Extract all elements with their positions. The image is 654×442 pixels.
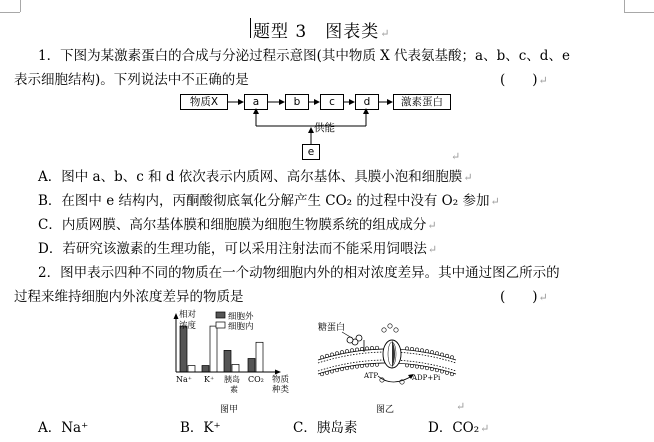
flow-energy-label: 供能 xyxy=(314,122,335,134)
lipid-head xyxy=(450,356,453,359)
lipid-head xyxy=(445,371,448,374)
lipid-head xyxy=(355,365,358,368)
q2-stem-line2: 过程来维持细胞内外浓度差异的物质是 xyxy=(14,289,244,305)
q2-stem-line1: 2．图甲表示四种不同的物质在一个动物细胞内外的相对浓度差异。其中通过图乙所示的 xyxy=(38,265,560,281)
page-title: 题型 3 图表类↵ xyxy=(253,22,391,42)
q2-option-c: C．胰岛素 xyxy=(293,420,358,436)
lipid-head xyxy=(340,368,343,371)
figure-paragraph-mark: ↵ xyxy=(456,400,466,413)
lipid-head xyxy=(375,363,378,366)
lipid-head xyxy=(435,352,438,355)
y-axis-label-line2: 浓度 xyxy=(179,321,197,331)
lipid-head xyxy=(345,367,348,370)
bar-inside-3 xyxy=(256,342,263,372)
q1-answer-paren: ( )↵ xyxy=(500,72,548,88)
lipid-head xyxy=(330,353,333,356)
lipid-head xyxy=(420,366,423,369)
tick-label-k: K⁺ xyxy=(204,375,215,384)
bar-inside-0 xyxy=(188,366,195,372)
lipid-head xyxy=(375,346,378,349)
flow-arrows xyxy=(170,88,470,168)
flow-paragraph-mark: ↵ xyxy=(451,150,461,163)
lipid-head xyxy=(360,364,363,367)
figure-jia-chart xyxy=(168,306,308,416)
lipid-head xyxy=(410,347,413,350)
page-corner-mark-left xyxy=(20,0,21,12)
lipid-head xyxy=(325,354,328,357)
q1-option-a: A．图中 a、b、c 和 d 依次表示内质网、高尔基体、具膜小泡和细胞膜↵ xyxy=(38,169,473,185)
carrier-protein xyxy=(383,340,401,368)
lipid-head xyxy=(335,369,338,372)
lipid-head xyxy=(325,371,328,374)
legend-swatch-inside xyxy=(216,322,225,328)
figure-jia-caption: 图甲 xyxy=(220,405,239,415)
lipid-head xyxy=(335,352,338,355)
figure-yi-diagram xyxy=(312,316,462,416)
lipid-head xyxy=(340,351,343,354)
tick-label-na: Na⁺ xyxy=(176,375,192,384)
q1-option-c: C．内质网膜、高尔基体膜和细胞膜为细胞生物膜系统的组成成分↵ xyxy=(38,217,437,233)
q2-answer-paren: ( )↵ xyxy=(500,289,548,305)
page-corner-mark-right xyxy=(624,0,625,12)
figure-yi-caption: 图乙 xyxy=(376,405,395,415)
lipid-head xyxy=(405,364,408,367)
lipid-head xyxy=(425,350,428,353)
x-axis-label-line1: 物质 xyxy=(272,375,290,385)
flow-box-e: e xyxy=(302,144,320,160)
lipid-head xyxy=(430,351,433,354)
bar-outside-0 xyxy=(180,326,187,372)
lipid-head xyxy=(440,353,443,356)
q2-option-a: A．Na⁺ xyxy=(38,420,89,436)
flow-box-c: c xyxy=(320,94,344,110)
y-axis-label-line1: 相对 xyxy=(179,310,197,320)
q1-stem-line2: 表示细胞结构)。下列说法中不正确的是 xyxy=(14,72,249,88)
lipid-head xyxy=(415,365,418,368)
lipid-head xyxy=(450,373,453,376)
adp-label: ADP+Pi xyxy=(412,374,441,382)
page-corner-mark-right-h xyxy=(624,12,654,13)
lipid-head xyxy=(435,369,438,372)
x-axis-arrow xyxy=(275,370,281,375)
legend-label-inside: 细胞内 xyxy=(228,322,254,332)
q2-option-b: B．K⁺ xyxy=(180,420,221,436)
lipid-head xyxy=(420,349,423,352)
flow-box-x: 物质X xyxy=(180,94,228,110)
bar-outside-1 xyxy=(202,366,209,372)
text-cursor xyxy=(250,18,251,38)
bar-inside-1 xyxy=(210,326,217,372)
tick-label-co2: CO₂ xyxy=(248,375,264,384)
lipid-head xyxy=(405,347,408,350)
q1-option-b: B．在图中 e 结构内，丙酮酸彻底氧化分解产生 CO₂ 的过程中没有 O₂ 参加↵ xyxy=(38,193,500,209)
glycoprotein-label: 糖蛋白 xyxy=(318,323,346,333)
page-corner-mark-left-h xyxy=(0,12,20,13)
lipid-head xyxy=(430,368,433,371)
lipid-head xyxy=(350,366,353,369)
lipid-head xyxy=(415,348,418,351)
lipid-head xyxy=(320,356,323,359)
lipid-head xyxy=(350,349,353,352)
legend-swatch-outside xyxy=(216,312,225,318)
lipid-head xyxy=(345,350,348,353)
atp-label: ATP xyxy=(364,372,379,380)
chart-bars xyxy=(180,326,263,372)
bar-outside-2 xyxy=(224,350,231,372)
x-axis-label-line2: 种类 xyxy=(272,385,290,395)
lipid-head xyxy=(365,347,368,350)
legend-label-outside: 细胞外 xyxy=(228,312,254,322)
q2-option-d: D．CO₂↵ xyxy=(428,420,490,436)
lipid-head xyxy=(440,370,443,373)
tick-label-insulin-line2: 素 xyxy=(230,385,238,394)
lipid-head xyxy=(445,354,448,357)
flow-box-hormone: 激素蛋白 xyxy=(393,94,451,110)
flow-box-d: d xyxy=(355,94,379,110)
lipid-head xyxy=(370,363,373,366)
q1-stem-line1: 1．下图为某激素蛋白的合成与分泌过程示意图(其中物质 X 代表氨基酸；a、b、c、d、e xyxy=(38,48,570,64)
lipid-head xyxy=(360,347,363,350)
lipid-head xyxy=(320,373,323,376)
lipid-head xyxy=(370,346,373,349)
lipid-head xyxy=(425,367,428,370)
bar-outside-3 xyxy=(248,359,255,373)
lipid-head xyxy=(410,364,413,367)
flow-box-a: a xyxy=(244,94,268,110)
lipid-head xyxy=(365,364,368,367)
tick-label-insulin-line1: 胰岛 xyxy=(224,375,240,384)
lipid-head xyxy=(330,370,333,373)
y-axis-arrow xyxy=(174,313,179,319)
bar-inside-2 xyxy=(232,364,239,372)
q1-option-d: D．若研究该激素的生理功能，可以采用注射法而不能采用饲喂法↵ xyxy=(38,241,438,257)
flow-box-b: b xyxy=(285,94,309,110)
lipid-head xyxy=(355,348,358,351)
